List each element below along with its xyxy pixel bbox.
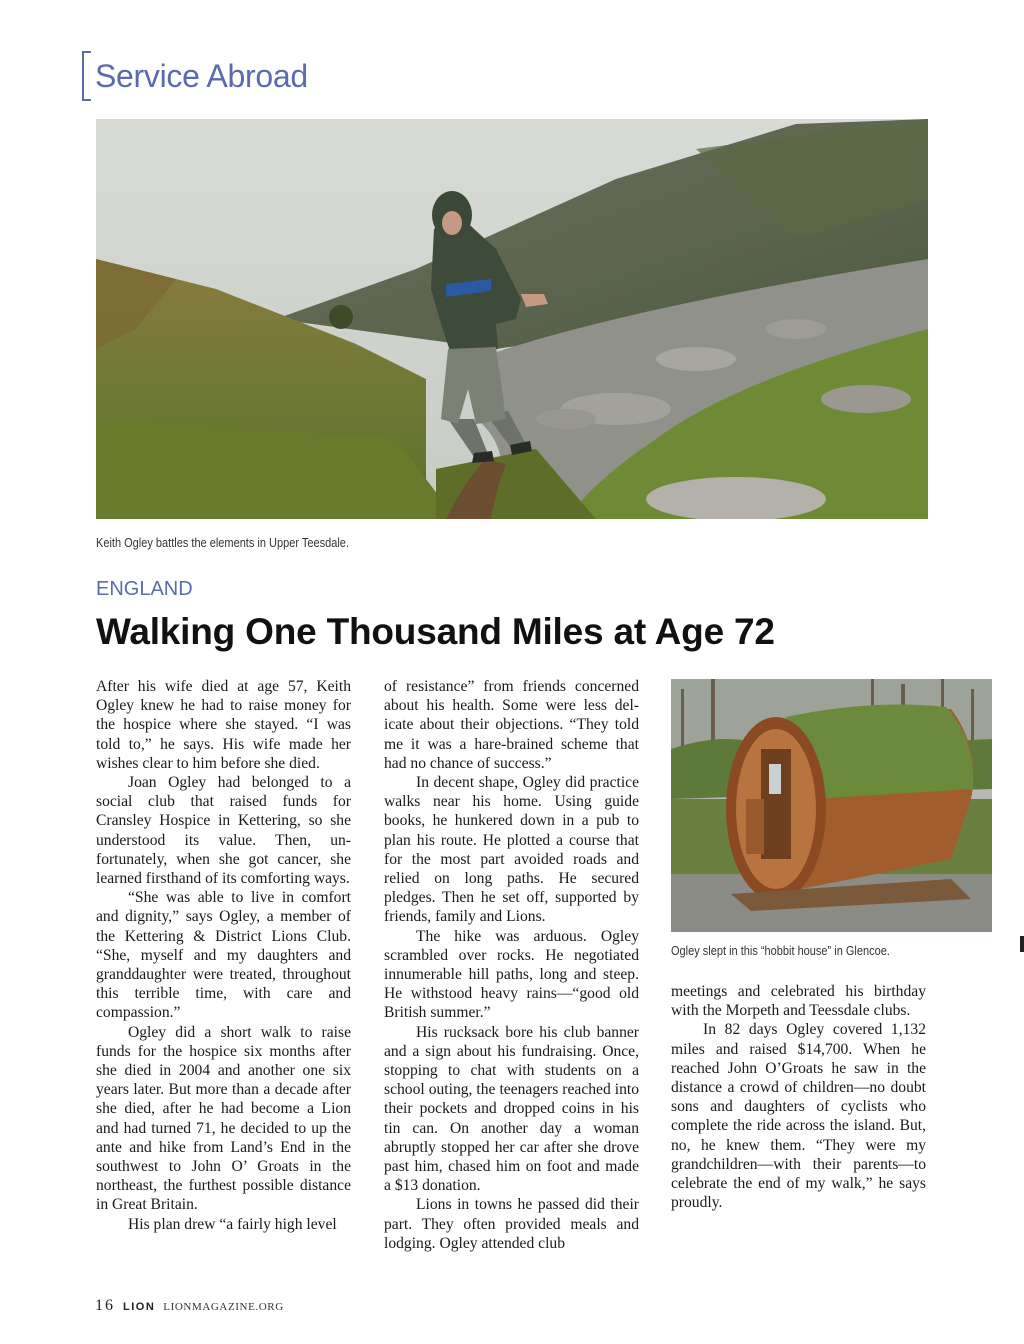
hiker-illustration <box>96 119 928 519</box>
footer-brand: LION <box>123 1301 156 1313</box>
col1-para-5: His plan drew “a fairly high level <box>128 1215 337 1233</box>
col2-para-2: In decent shape, Ogley did practice walks near his home. Using guide books, he hunkered down in a pub to plan his route. He plotted a course that for the most part avoided roads and relied on long paths. He secured pledges. Then he set off, supported by friends, family and Lions. <box>384 774 639 926</box>
col1-para-3: “She was able to live in comfort and dignity,” says Ogley, a member of the Kettering & District Lions Club. “She, myself and my daughters and granddaughter were treated, throughout this terrible time, with care and compassion.” <box>96 889 351 1022</box>
col3-para-2: In 82 days Ogley covered 1,132 miles and raised $14,700. When he reached John O’Groats he saw in the distance a crowd of children—no doubt sons and daughters of cyclists who complete the ride across the island. But, no, he knew them. “They were my grandchildren—with their parents—to celebrate the end of my walk,” he says proudly. <box>671 1021 926 1212</box>
article-kicker: ENGLAND <box>96 578 193 600</box>
main-photo-caption: Keith Ogley battles the elements in Upper Teesdale. <box>96 536 349 550</box>
body-column-1 <box>96 677 351 1234</box>
edge-mark <box>1020 936 1024 952</box>
col1-para-1: After his wife died at age 57, Keith Ogley knew he had to raise money for the hospice where she stayed. “I was told to,” he says. His wife made her wishes clear to him before she died. <box>96 678 351 772</box>
col2-para-1: of resistance” from friends concerned about his health. Some were less delicate about their objections. “They told me it was a hare-brained scheme that had no chance of success.” <box>384 678 639 772</box>
side-photo <box>671 679 992 932</box>
section-bracket <box>82 51 91 101</box>
col2-para-3: The hike was arduous. Ogley scrambled over rocks. He negotiated innumerable hill paths, long and steep. He withstood heavy rains—“good old British summer.” <box>384 927 639 1022</box>
section-header <box>82 50 308 102</box>
section-title: Service Abroad <box>95 57 308 94</box>
col2-para-4: His rucksack bore his club banner and a sign about his fundraising. Once, stopping to chat with students on a school outing, the teenagers reached into their pockets and dropped coins in his tin can. On another day a woman abruptly stopped her car after she drove past him, chased him on foot and made a $13 donation. <box>384 1023 639 1195</box>
col3-para-1: meetings and celebrated his birthday with the Morpeth and Teessdale clubs. <box>671 983 926 1020</box>
body-column-3 <box>671 982 926 1212</box>
col1-para-2: Joan Ogley had belonged to a social club that raised funds for Cransley Hospice in Kettering, so she understood its value. Then, unfortunately, when she got cancer, she learned firsthand of its comforting ways. <box>96 774 351 888</box>
col2-para-5: Lions in towns he passed did their part. They often provided meals and lodging. Ogley attended club <box>384 1196 639 1252</box>
footer-url[interactable]: LIONMAGAZINE.ORG <box>163 1301 284 1313</box>
body-column-2 <box>384 677 639 1253</box>
main-photo <box>96 119 928 519</box>
page-number: 16 <box>95 1297 115 1314</box>
col1-para-4: Ogley did a short walk to raise funds for the hospice six months after she died in 2004 and another one six years later. But more than a decade after she died, after he had become a Lion and had turned 71, he decided to up the ante and hike from Land’s End in the southwest to John O’ Groats in the northeast, the furthest possible distance in Great Britain. <box>96 1023 351 1214</box>
hobbit-house-illustration <box>671 679 992 932</box>
side-photo-caption: Ogley slept in this “hobbit house” in Glencoe. <box>671 944 890 958</box>
page-footer <box>95 1297 284 1315</box>
article-headline: Walking One Thousand Miles at Age 72 <box>96 611 775 652</box>
